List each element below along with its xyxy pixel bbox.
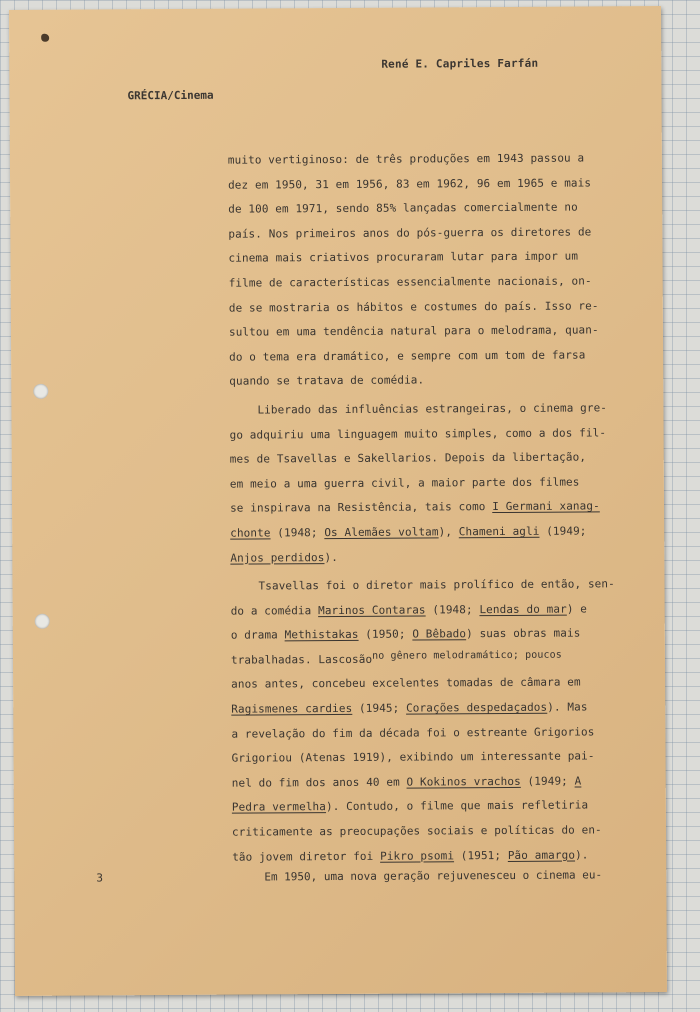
text-line: de se mostraria os hábitos e costumes do país. Isso re- — [228, 298, 599, 315]
text-line: Pedra vermelha). Contudo, o filme que mais refletiria — [231, 798, 589, 815]
text-line: Grigoriou (Atenas 1919), exibindo um interessante pai- — [231, 749, 595, 765]
film-title: Ragismenes cardies — [231, 701, 353, 716]
text-line: em meio a uma guerra civil, a maior parte dos filmes — [229, 475, 580, 491]
text-line: a revelação do fim da década foi o estreante Grigorios — [231, 725, 595, 741]
last-text-line: Em 1950, uma nova geração rejuvenesceu o cinema eu- — [264, 868, 603, 884]
film-title: Pikro psomi — [380, 848, 455, 863]
text-line: anos antes, concebeu excelentes tomadas de câmara em — [231, 675, 581, 692]
text-line: criticamente as preocupações sociais e políticas do en- — [231, 823, 602, 839]
typed-insertion: no gênero melodramático; poucos — [372, 649, 562, 662]
text-line: Anjos perdidos). — [230, 550, 338, 565]
section-heading: GRÉCIA/Cinema — [127, 88, 214, 103]
film-title: Anjos perdidos — [230, 550, 325, 565]
text-line: mes de Tsavellas e Sakellarios. Depois da libertação, — [229, 450, 587, 466]
text-line: nel do fim dos anos 40 em O Kokinos vrachos (1949; A — [231, 774, 582, 790]
film-title: O Kokinos vrachos — [406, 774, 521, 789]
text-line: go adquiriu uma linguagem muito simples, como a dos fil- — [229, 425, 607, 442]
text-line: trabalhadas. Lascosãono gênero melodramático; poucos — [230, 649, 562, 667]
text-line: país. Nos primeiros anos do pós-guerra os diretores de — [228, 225, 592, 241]
author-name: René E. Capriles Farfán — [381, 56, 539, 71]
body-text — [228, 146, 652, 870]
text-line: chonte (1948; Os Alemães voltam), Chameni agli (1949; — [230, 524, 587, 540]
film-title: A — [574, 774, 582, 788]
typed-page — [9, 6, 667, 996]
text-line: do a comédia Marinos Contaras (1948; Lendas do mar) e — [230, 602, 588, 618]
film-title: Lendas do mar — [479, 602, 567, 616]
film-title: Corações despedaçados — [406, 700, 548, 715]
film-title: Os Alemães voltam — [324, 525, 439, 539]
film-title: I Germani xanag- — [492, 499, 600, 514]
text-line: Liberado das influências estrangeiras, o cinema gre- — [257, 401, 608, 417]
film-title: Pão amargo — [507, 848, 576, 862]
film-title: Pedra vermelha — [231, 800, 327, 815]
film-title: Chameni agli — [458, 524, 540, 539]
text-line: cinema mais criativos procuraram lutar para impor um — [228, 249, 579, 266]
text-line: Tsavellas foi o diretor mais prolífico de então, sen- — [258, 577, 615, 593]
text-line: dez em 1950, 31 em 1956, 83 em 1962, 96 em 1965 e mais — [228, 176, 592, 192]
page-number: 3 — [96, 871, 103, 885]
text-line: filme de características essencialmente nacionais, on- — [228, 274, 592, 290]
text-line: de 100 em 1971, sendo 85% lançadas comercialmente no — [228, 200, 578, 216]
text-line: sultou em uma tendência natural para o melodrama, quan- — [228, 323, 599, 339]
text-line: se inspirava na Resistência, tais como I Germani xanag- — [230, 499, 600, 515]
ink-speck — [41, 34, 49, 42]
film-title: Marinos Contaras — [318, 603, 426, 617]
text-line: quando se tratava de comédia. — [229, 373, 425, 389]
text-line: tão jovem diretor foi Pikro psomi (1951; Pão amargo). — [232, 848, 589, 864]
text-line: Ragismenes cardies (1945; Corações despedaçados). Mas — [231, 700, 588, 716]
film-title: Methistakas — [284, 628, 359, 642]
film-title: O Bêbado — [412, 627, 467, 641]
punch-hole-bottom — [35, 614, 50, 629]
text-line: o drama Methistakas (1950; O Bêbado) suas obras mais — [230, 626, 581, 642]
punch-hole-top — [33, 384, 48, 399]
text-line: muito vertiginoso: de três produções em 1943 passou a — [227, 151, 585, 167]
film-title: chonte — [230, 526, 271, 540]
text-line: do o tema era dramático, e sempre com um tom de farsa — [229, 348, 586, 364]
